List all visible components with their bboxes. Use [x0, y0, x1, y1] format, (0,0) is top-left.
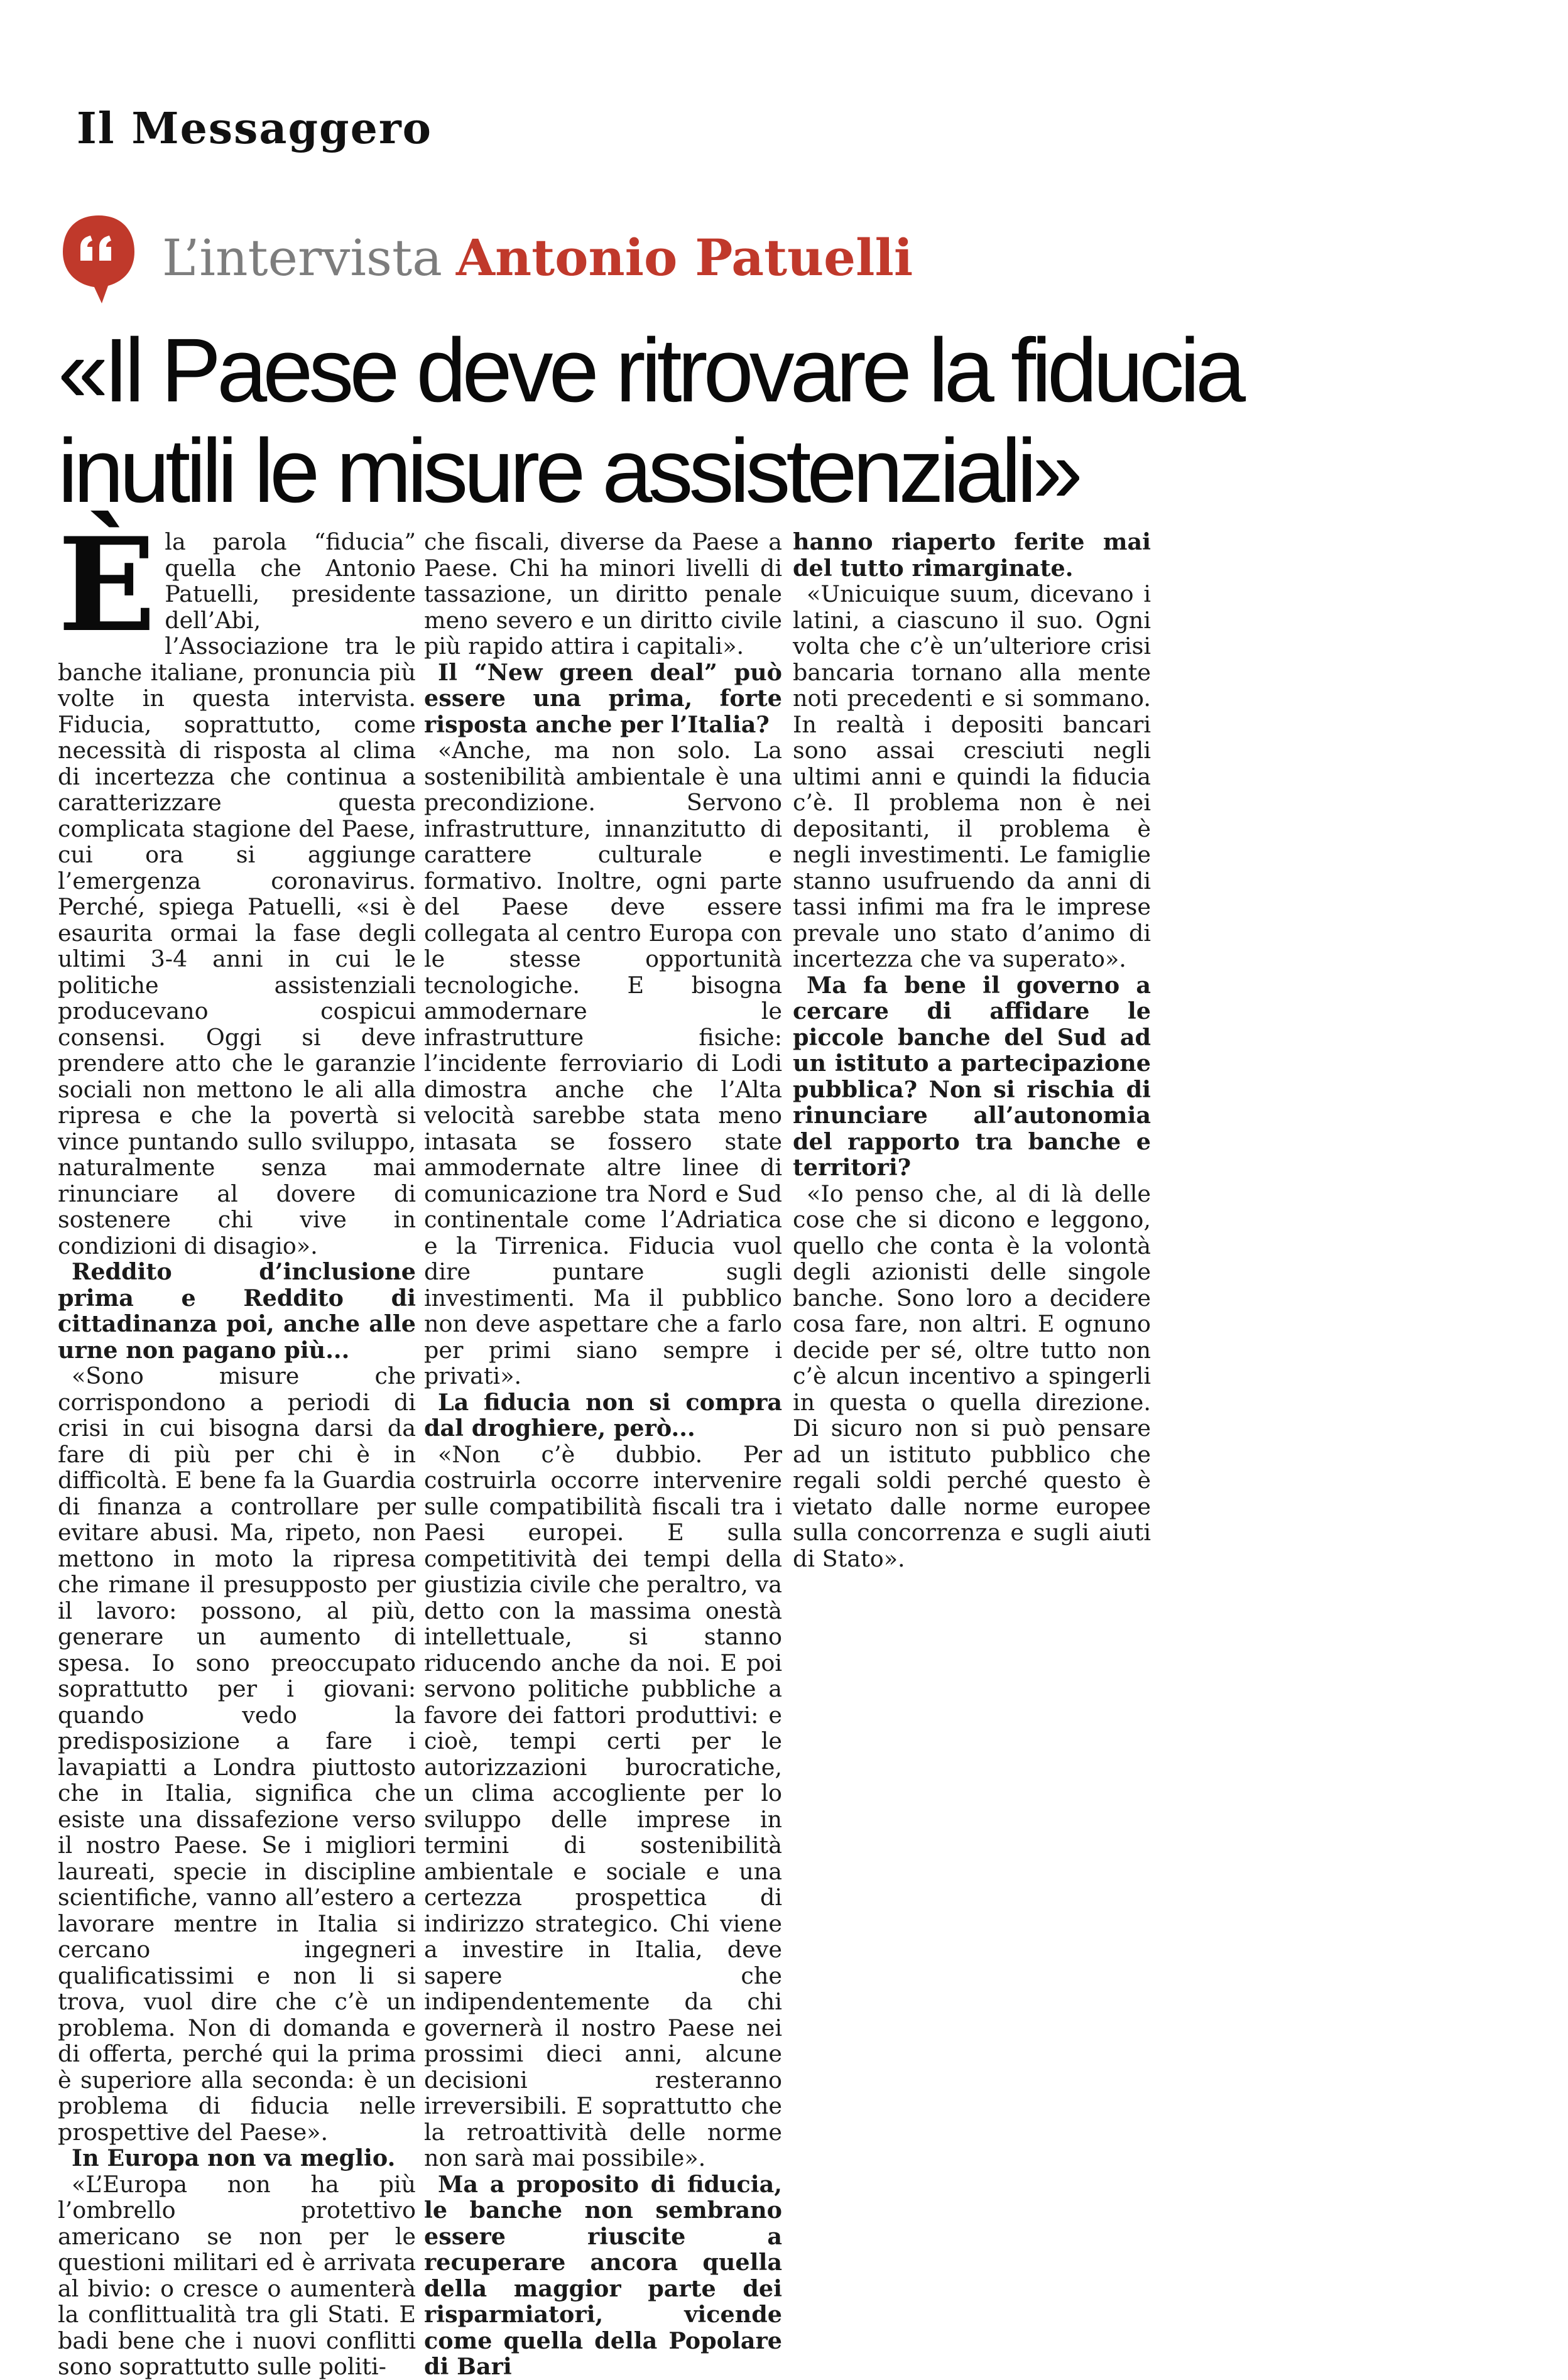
answer: «Non c’è dubbio. Per costruirla occorre intervenire sulle compatibilità fiscali tra i Paesi europei. E sulla competitività dei tempi della giustizia civile che peraltro, va detto con la massima onestà intellettuale, si stanno riducendo anche da noi. E poi servono politiche pubbliche a favore dei fattori produttivi: e cioè, tempi certi per le autorizzazioni burocratiche, un clima accogliente per lo sviluppo delle imprese in termini di sostenibilità ambientale e sociale e una certezza prospettica di indirizzo strategico. Chi viene a investire in Italia, deve sapere che indipendentemente da chi governerà il nostro Paese nei prossimi dieci anni, alcune decisioni resteranno irreversibili. E soprattutto che la retroattività delle norme non sarà mai possibile». [424, 1440, 782, 2171]
answer: «Sono misure che corrispondono a periodi di crisi in cui bisogna darsi da fare di più per chi è in difficoltà. E bene fa la Guardia di finanza a controllare per evitare abusi. Ma, ripeto, non mettono in moto la ripresa che rimane il presupposto per il lavoro: possono, al più, generare un aumento di spesa. Io sono preoccupato soprattutto per i giovani: quando vedo la predisposizione a fare i lavapiatti a Londra piuttosto che in Italia, significa che esiste una dissafezione verso il nostro Paese. Se i migliori laureati, specie in discipline scientifiche, vanno all’estero a lavorare mentre in Italia si cercano ingegneri qualificatissimi e non li si trova, vuol dire che c’è un problema. Non di domanda e di offerta, perché qui la prima è superiore alla seconda: è un problema di fiducia nelle prospettive del Paese». [58, 1362, 416, 2146]
article-column-1 [58, 510, 416, 2380]
question: La fiducia non si compra dal droghiere, però... [424, 1388, 782, 1442]
lead-text: la parola “fiducia” quella che Antonio Patuelli, presidente dell’Abi, l’Associazione tra le banche italiane, pronuncia più volte in questa intervista. Fiducia, soprattutto, come necessità di risposta al clima di incertezza che continua a caratterizzare questa complicata stagione del Paese, cui ora si aggiunge l’emergenza coronavirus. Perché, spiega Patuelli, «si è esaurita ormai la fase degli ultimi 3-4 anni in cui le politiche assistenziali producevano cospicui consensi. Oggi si deve prendere atto che le garanzie sociali non mettono le ali alla ripresa e che la povertà si vince puntando sullo sviluppo, naturalmente senza mai rinunciare al dovere di sostenere chi vive in condizioni di disagio». [58, 528, 416, 1259]
drop-cap: È [58, 510, 156, 661]
question: Reddito d’inclusione prima e Reddito di cittadinanza poi, anche alle urne non pagano più... [58, 1258, 416, 1364]
lead-paragraph [58, 510, 416, 1259]
kicker-label: L’intervista [162, 228, 442, 287]
interviewee-name: Antonio Patuelli [455, 228, 913, 287]
kicker [58, 210, 913, 305]
question: Ma a proposito di fiducia, le banche non sembrano essere riuscite a recuperare ancora quella della maggior parte dei risparmiatori, vicende come quella della Popolare di Bari [424, 2170, 782, 2380]
masthead-logo: Il Messaggero [77, 104, 433, 154]
article-column-2 [424, 529, 782, 2380]
headline-line-1: «Il Paese deve ritrovare la fiducia [58, 320, 1242, 421]
answer: «Unicuique suum, dicevano i latini, a ciascuno il suo. Ogni volta che c’è un’ulteriore crisi bancaria tornano alla mente noti precedenti e si sommano. In realtà i depositi bancari sono assai cresciuti negli ultimi anni e quindi la fiducia c’è. Il problema non è nei depositanti, il problema è negli investimenti. Le famiglie stanno usufruendo da anni di tassi infimi ma fra le imprese prevale uno stato d’animo di incertezza che va superato». [793, 580, 1151, 972]
headline [58, 320, 1314, 521]
answer: «Io penso che, al di là delle cose che si dicono e leggono, quello che conta è la volontà degli azionisti delle singole banche. Sono loro a decidere cosa fare, non altri. E ognuno decide per sé, oltre tutto non c’è alcun incentivo a spingerli in questa o quella direzione. Di sicuro non si può pensare ad un istituto pubblico che regali soldi perché questo è vietato dalle norme europee sulla concorrenza e sugli aiuti di Stato». [793, 1180, 1151, 1572]
question-continued: hanno riaperto ferite mai del tutto rimarginate. [793, 528, 1151, 582]
quote-bubble-icon [58, 210, 139, 305]
headline-line-2: inutili le misure assistenziali» [58, 420, 1079, 521]
answer: «L’Europa non ha più l’ombrello protettivo americano se non per le questioni militari ed è arrivata al bivio: o cresce o aumenterà la conflittualità tra gli Stati. E badi bene che i nuovi conflitti sono soprattutto sulle politi- [58, 2170, 416, 2380]
question: In Europa non va meglio. [72, 2144, 396, 2171]
question: Ma fa bene il governo a cercare di affidare le piccole banche del Sud ad un istituto a partecipazione pubblica? Non si rischia di rinunciare all’autonomia del rapporto tra banche e territori? [793, 971, 1151, 1181]
answer: «Anche, ma non solo. La sostenibilità ambientale è una precondizione. Servono infrastrutture, innanzitutto di carattere culturale e formativo. Inoltre, ogni parte del Paese deve essere collegata al centro Europa con le stesse opportunità tecnologiche. E bisogna ammodernare le infrastrutture fisiche: l’incidente ferroviario di Lodi dimostra anche che l’Alta velocità sarebbe stata meno intasata se fossero state ammodernate altre linee di comunicazione tra Nord e Sud continentale come l’Adriatica e la Tirrenica. Fiducia vuol dire puntare sugli investimenti. Ma il pubblico non deve aspettare che a farlo per primi siano sempre i privati». [424, 737, 782, 1389]
question: Il “New green deal” può essere una prima, forte risposta anche per l’Italia? [424, 658, 782, 738]
answer-continued: che fiscali, diverse da Paese a Paese. Chi ha minori livelli di tassazione, un diritto penale meno severo e un diritto civile più rapido attira i capitali». [424, 528, 782, 660]
article-column-3 [793, 529, 1151, 1572]
